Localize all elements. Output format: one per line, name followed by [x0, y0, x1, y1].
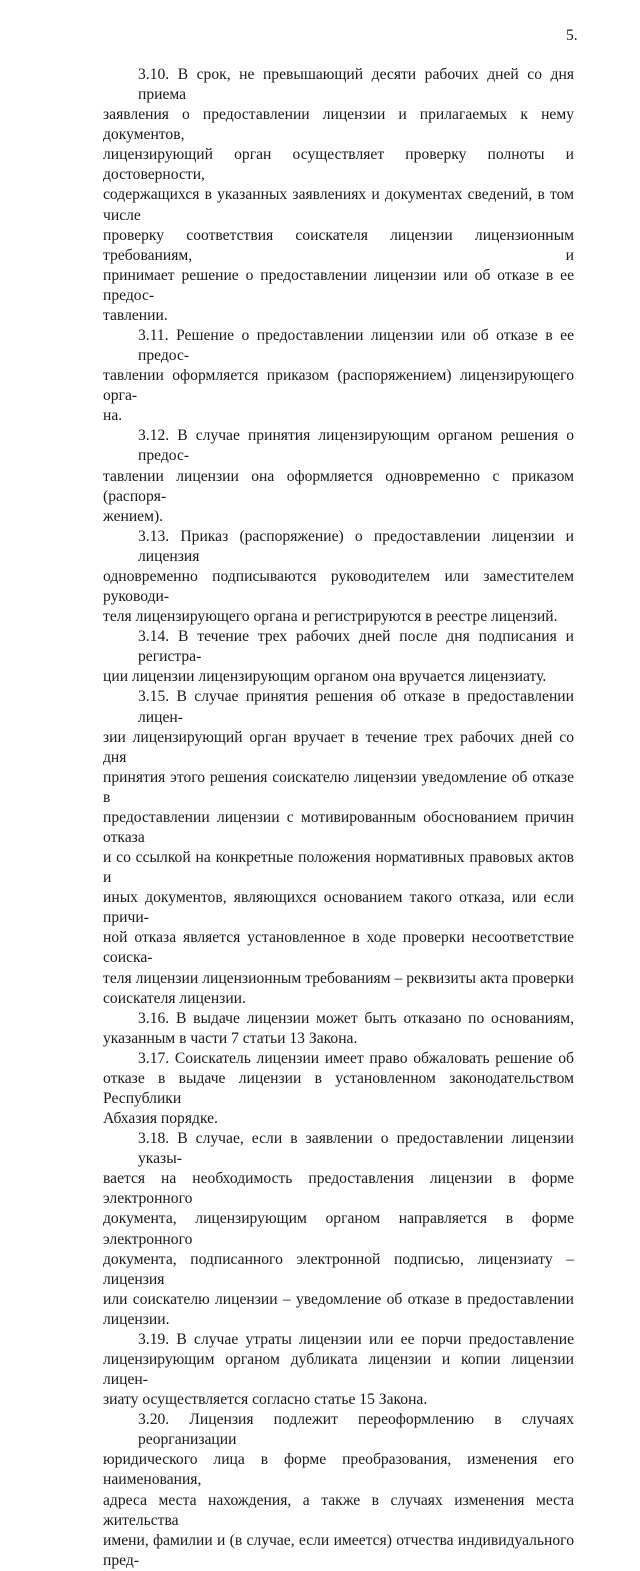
text-line: лицензии. [103, 1310, 170, 1328]
document-body [103, 65, 574, 1571]
text-line: 3.15. В случае принятия решения об отказе в предоставлении лицен- [138, 688, 574, 726]
text-line: указанным в части 7 статьи 13 Закона. [103, 1029, 358, 1047]
text-line: тавлении оформляется приказом (распоряжением) лицензирующего орга- [103, 367, 574, 405]
text-line: 3.16. В выдаче лицензии может быть отказано по основаниям, [138, 1009, 574, 1027]
text-line: документа, подписанного электронной подписью, лицензиату – лицензия [103, 1250, 574, 1288]
text-line: лицензирующим органом дубликата лицензии и копии лицензии лицен- [103, 1351, 574, 1389]
paragraph [103, 65, 574, 326]
paragraph [103, 1330, 574, 1410]
text-line: лицензирующий орган осуществляет проверку полноты и достоверности, [103, 146, 574, 184]
paragraph [103, 326, 574, 426]
text-line: иных документов, являющихся основанием такого отказа, или если причи- [103, 889, 574, 927]
text-line: на. [103, 407, 123, 425]
text-line: или соискателю лицензии – уведомление об отказе в предоставлении [103, 1290, 574, 1308]
text-line: принятия этого решения соискателю лицензии уведомление об отказе в [103, 768, 574, 806]
text-line: 3.20. Лицензия подлежит переоформлению в случаях реорганизации [138, 1411, 574, 1449]
text-line: 3.11. Решение о предоставлении лицензии или об отказе в ее предос- [138, 327, 574, 365]
page-number: 5. [566, 27, 578, 44]
paragraph [103, 426, 574, 526]
text-line: Абхазия порядке. [103, 1110, 218, 1128]
paragraph [103, 1049, 574, 1129]
text-line: 3.10. В срок, не превышающий десяти рабочих дней со дня приема [138, 66, 574, 104]
text-line: 3.19. В случае утраты лицензии или ее порчи предоставление [138, 1330, 574, 1348]
paragraph [103, 1009, 574, 1049]
text-line: заявления о предоставлении лицензии и прилагаемых к нему документов, [103, 106, 574, 144]
text-line: документа, лицензирующим органом направляется в форме электронного [103, 1210, 574, 1248]
text-line: вается на необходимость предоставления лицензии в форме электронного [103, 1170, 574, 1208]
text-line: ной отказа является установленное в ходе проверки несоответствие соиска- [103, 929, 574, 967]
paragraph [103, 627, 574, 687]
text-line: 3.18. В случае, если в заявлении о предоставлении лицензии указы- [138, 1130, 574, 1168]
text-line: предоставлении лицензии с мотивированным обоснованием причин отказа [103, 808, 574, 846]
text-line: имени, фамилии и (в случае, если имеется) отчества индивидуального пред- [103, 1531, 574, 1569]
text-line: адреса места нахождения, а также в случаях изменения места жительства [103, 1491, 574, 1529]
text-line: 3.12. В случае принятия лицензирующим органом решения о предос- [138, 427, 574, 465]
text-line: 3.13. Приказ (распоряжение) о предоставлении лицензии и лицензия [138, 527, 574, 565]
text-line: одновременно подписываются руководителем или заместителем руководи- [103, 567, 574, 606]
paragraph [103, 687, 574, 1008]
text-line: теля лицензирующего органа и регистрируются в реестре лицензий. [103, 608, 558, 626]
text-line: юридического лица в форме преобразования, изменения его наименования, [103, 1451, 574, 1489]
text-line: тавлении лицензии она оформляется одновременно с приказом (распоря- [103, 467, 574, 505]
text-line: ции лицензии лицензирующим органом она вручается лицензиату. [103, 668, 547, 686]
text-line: зии лицензирующий орган вручает в течение трех рабочих дней со дня [103, 728, 574, 766]
paragraph [103, 1129, 574, 1330]
text-line: проверку соответствия соискателя лицензии лицензионным требованиям, и [103, 226, 574, 264]
text-line: отказе в выдаче лицензии в установленном законодательством Республики [103, 1069, 574, 1107]
paragraph [103, 527, 574, 627]
text-line: 3.14. В течение трех рабочих дней после дня подписания и регистра- [138, 628, 574, 666]
text-line: 3.17. Соискатель лицензии имеет право обжаловать решение об [138, 1049, 574, 1067]
text-line: соискателя лицензии. [103, 989, 246, 1007]
text-line: зиату осуществляется согласно статье 15 Закона. [103, 1391, 428, 1409]
text-line: жением). [103, 507, 164, 525]
text-line: содержащихся в указанных заявлениях и документах сведений, в том числе [103, 186, 574, 224]
text-line: принимает решение о предоставлении лицензии или об отказе в ее предос- [103, 266, 574, 304]
paragraph [103, 1410, 574, 1571]
text-line: теля лицензии лицензионным требованиям – реквизиты акта проверки [103, 969, 574, 987]
text-line: тавлении. [103, 306, 168, 324]
text-line: и со ссылкой на конкретные положения нормативных правовых актов и [103, 849, 574, 887]
